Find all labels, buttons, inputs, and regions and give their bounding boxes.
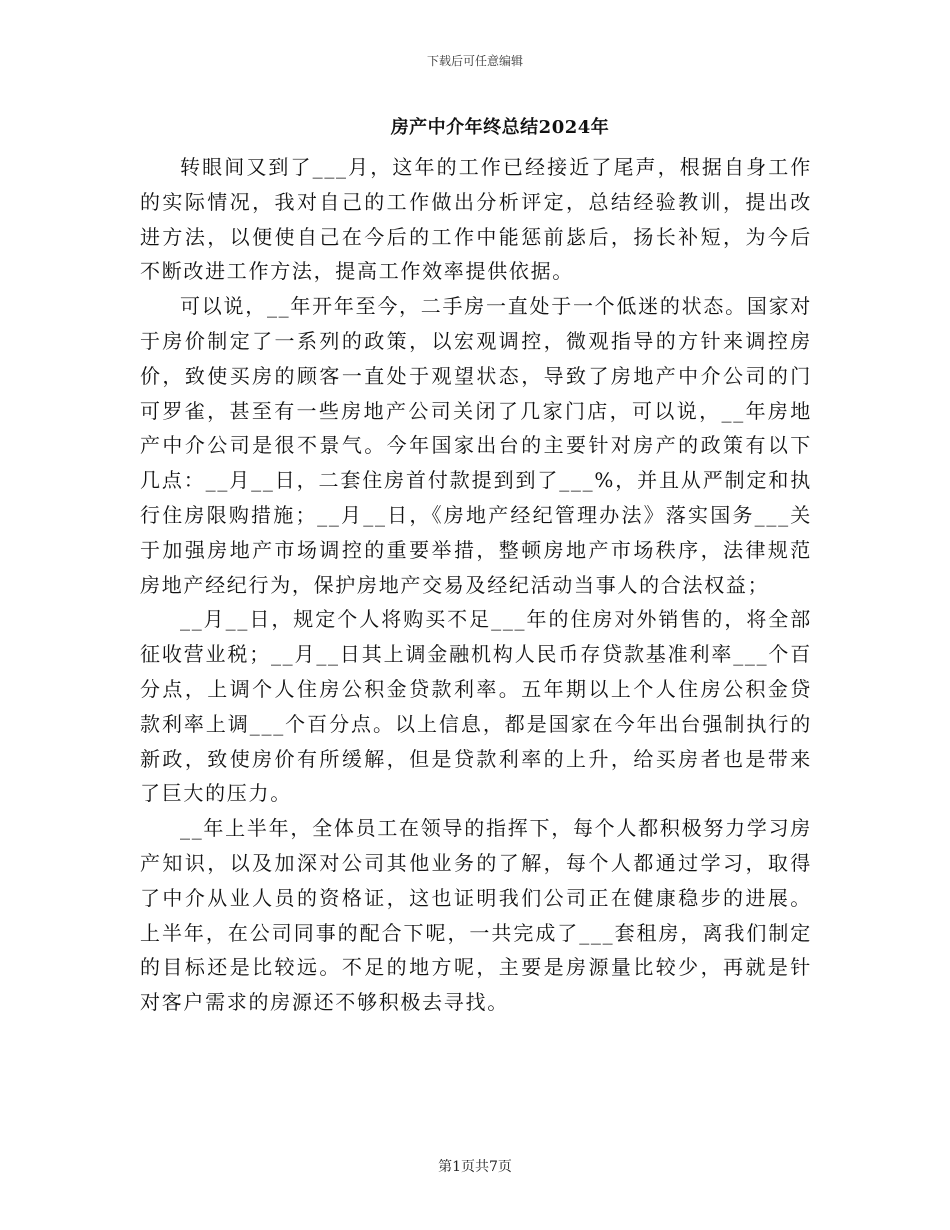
paragraph: __月__日，规定个人将购买不足___年的住房对外销售的，将全部征收营业税；__月__日其上调金融机构人民币存贷款基准利率___个百分点，上调个人住房公积金贷款利率。五年期以上个人住房公积金贷款利率上调___个百分点。以上信息，都是国家在今年出台强制执行的新政，致使房价有所缓解，但是贷款利率的上升，给买房者也是带来了巨大的压力。 [140,607,812,806]
document-title: 房产中介年终总结2024年 [390,117,610,138]
paragraph: 转眼间又到了___月，这年的工作已经接近了尾声，根据自身工作的实际情况，我对自己的工作做出分析评定，总结经验教训，提出改进方法，以便使自己在今后的工作中能惩前毖后，扬长补短，为今后不断改进工作方法，提高工作效率提供依据。 [140,155,812,284]
paragraph: __年上半年，全体员工在领导的指挥下，每个人都积极努力学习房产知识，以及加深对公司其他业务的了解，每个人都通过学习，取得了中介从业人员的资格证，这也证明我们公司正在健康稳步的进展。上半年，在公司同事的配合下呢，一共完成了___套租房，离我们制定的目标还是比较远。不足的地方呢，主要是房源量比较少，再就是针对客户需求的房源还不够积极去寻找。 [140,816,812,1015]
paragraph: 可以说，__年开年至今，二手房一直处于一个低迷的状态。国家对于房价制定了一系列的政策，以宏观调控，微观指导的方针来调控房价，致使买房的顾客一直处于观望状态，导致了房地产中介公司的门可罗雀，甚至有一些房地产公司关闭了几家门店，可以说，__年房地产中介公司是很不景气。今年国家出台的主要针对房产的政策有以下几点：__月__日，二套住房首付款提到到了___%，并且从严制定和执行住房限购措施；__月__日，《房地产经纪管理办法》落实国务___关于加强房地产市场调控的重要举措，整顿房地产市场秩序，法律规范房地产经纪行为，保护房地产交易及经纪活动当事人的合法权益； [140,294,812,597]
page-number: 第1页共7页 [438,1159,512,1175]
document-body [140,150,812,1020]
page-header-note: 下载后可任意编辑 [426,54,523,68]
